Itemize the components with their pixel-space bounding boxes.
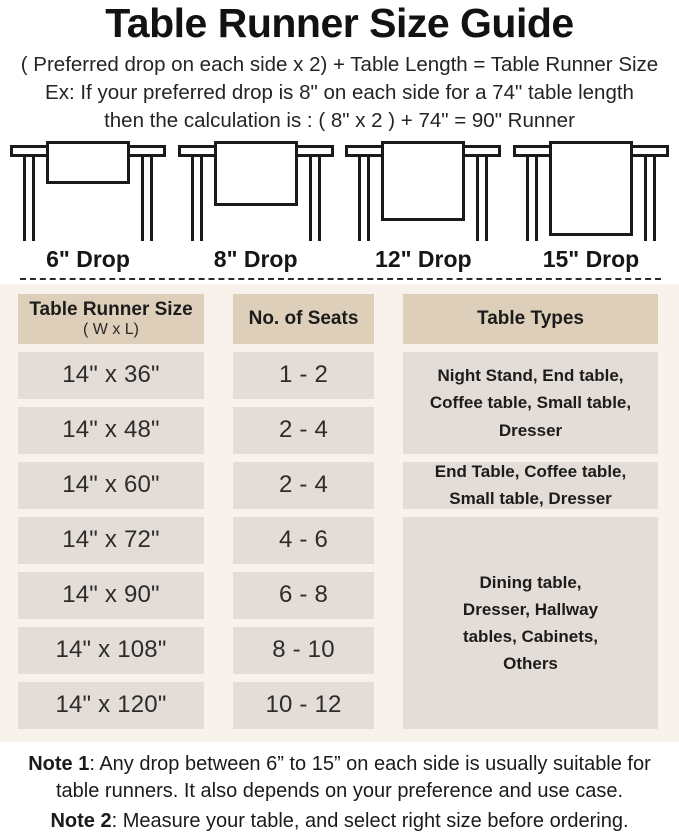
- drop-illustrations: [0, 140, 679, 273]
- table-row-seats-1: 1 - 2: [233, 352, 374, 399]
- table-row-seats-6: 8 - 10: [233, 627, 374, 674]
- table-row-seats-4: 4 - 6: [233, 517, 374, 564]
- note-2-text: : Measure your table, and select right size before ordering.: [111, 809, 629, 832]
- page-title: Table Runner Size Guide: [105, 0, 574, 46]
- table-types-group-large: [403, 517, 658, 729]
- table-row-seats-3: 2 - 4: [233, 462, 374, 509]
- drop-label-6: 6" Drop: [46, 245, 130, 272]
- table-row-size-48: 14" x 48": [18, 407, 204, 454]
- size-table-panel: [0, 284, 679, 742]
- table-row-seats-5: 6 - 8: [233, 572, 374, 619]
- note-1-label: Note 1: [28, 752, 90, 775]
- notes-section: [0, 751, 679, 835]
- drop-figure-8: [177, 140, 335, 273]
- header-table-types: [403, 294, 658, 344]
- example-line-2: then the calculation is : ( 8" x 2 ) + 74" = 90" Runner: [104, 108, 575, 132]
- size-table: [18, 294, 658, 729]
- header-runner-size-title: Table Runner Size: [29, 299, 193, 321]
- table-runner-6-drop-icon: [9, 140, 167, 241]
- drop-label-15: 15" Drop: [542, 245, 640, 272]
- guide-header: [0, 0, 679, 133]
- drop-label-12: 12" Drop: [375, 245, 472, 272]
- note-2-label: Note 2: [50, 809, 112, 832]
- table-row-size-90: 14" x 90": [18, 572, 204, 619]
- header-seats: [233, 294, 374, 344]
- table-row-size-120: 14" x 120": [18, 682, 204, 729]
- table-types-group-medium: [403, 462, 658, 509]
- header-runner-size-sub: ( W x L): [83, 321, 139, 339]
- table-row-size-36: 14" x 36": [18, 352, 204, 399]
- note-2: [4, 808, 675, 835]
- dashed-divider: [20, 278, 661, 280]
- drop-figure-6: [9, 140, 167, 273]
- header-runner-size: [18, 294, 204, 344]
- drop-label-8: 8" Drop: [213, 245, 298, 272]
- drop-figure-15: [512, 140, 670, 273]
- table-row-size-60: 14" x 60": [18, 462, 204, 509]
- table-row-size-72: 14" x 72": [18, 517, 204, 564]
- table-types-group-small-text: Night Stand, End table, Coffee table, Small table, Dresser: [429, 366, 632, 440]
- table-types-group-large-text: Dining table, Dresser, Hallway tables, Cabinets, Others: [462, 572, 599, 674]
- note-1: [4, 751, 675, 805]
- example-line-1: Ex: If your preferred drop is 8" on each side for a 74" table length: [45, 80, 634, 104]
- table-types-group-small: [403, 352, 658, 454]
- header-seats-title: No. of Seats: [248, 307, 359, 329]
- table-row-seats-7: 10 - 12: [233, 682, 374, 729]
- table-row-size-108: 14" x 108": [18, 627, 204, 674]
- table-runner-8-drop-icon: [177, 140, 335, 241]
- table-types-group-medium-text: End Table, Coffee table, Small table, Dresser: [434, 462, 627, 509]
- note-1-text: : Any drop between 6” to 15” on each side is usually suitable for table runners. It also depends on your preference and use case.: [55, 752, 651, 802]
- table-row-seats-2: 2 - 4: [233, 407, 374, 454]
- header-table-types-title: Table Types: [477, 307, 584, 329]
- drop-figure-12: [344, 140, 502, 273]
- table-runner-12-drop-icon: [344, 140, 502, 241]
- formula-text: ( Preferred drop on each side x 2) + Table Length = Table Runner Size: [20, 52, 659, 76]
- table-runner-15-drop-icon: [512, 140, 670, 241]
